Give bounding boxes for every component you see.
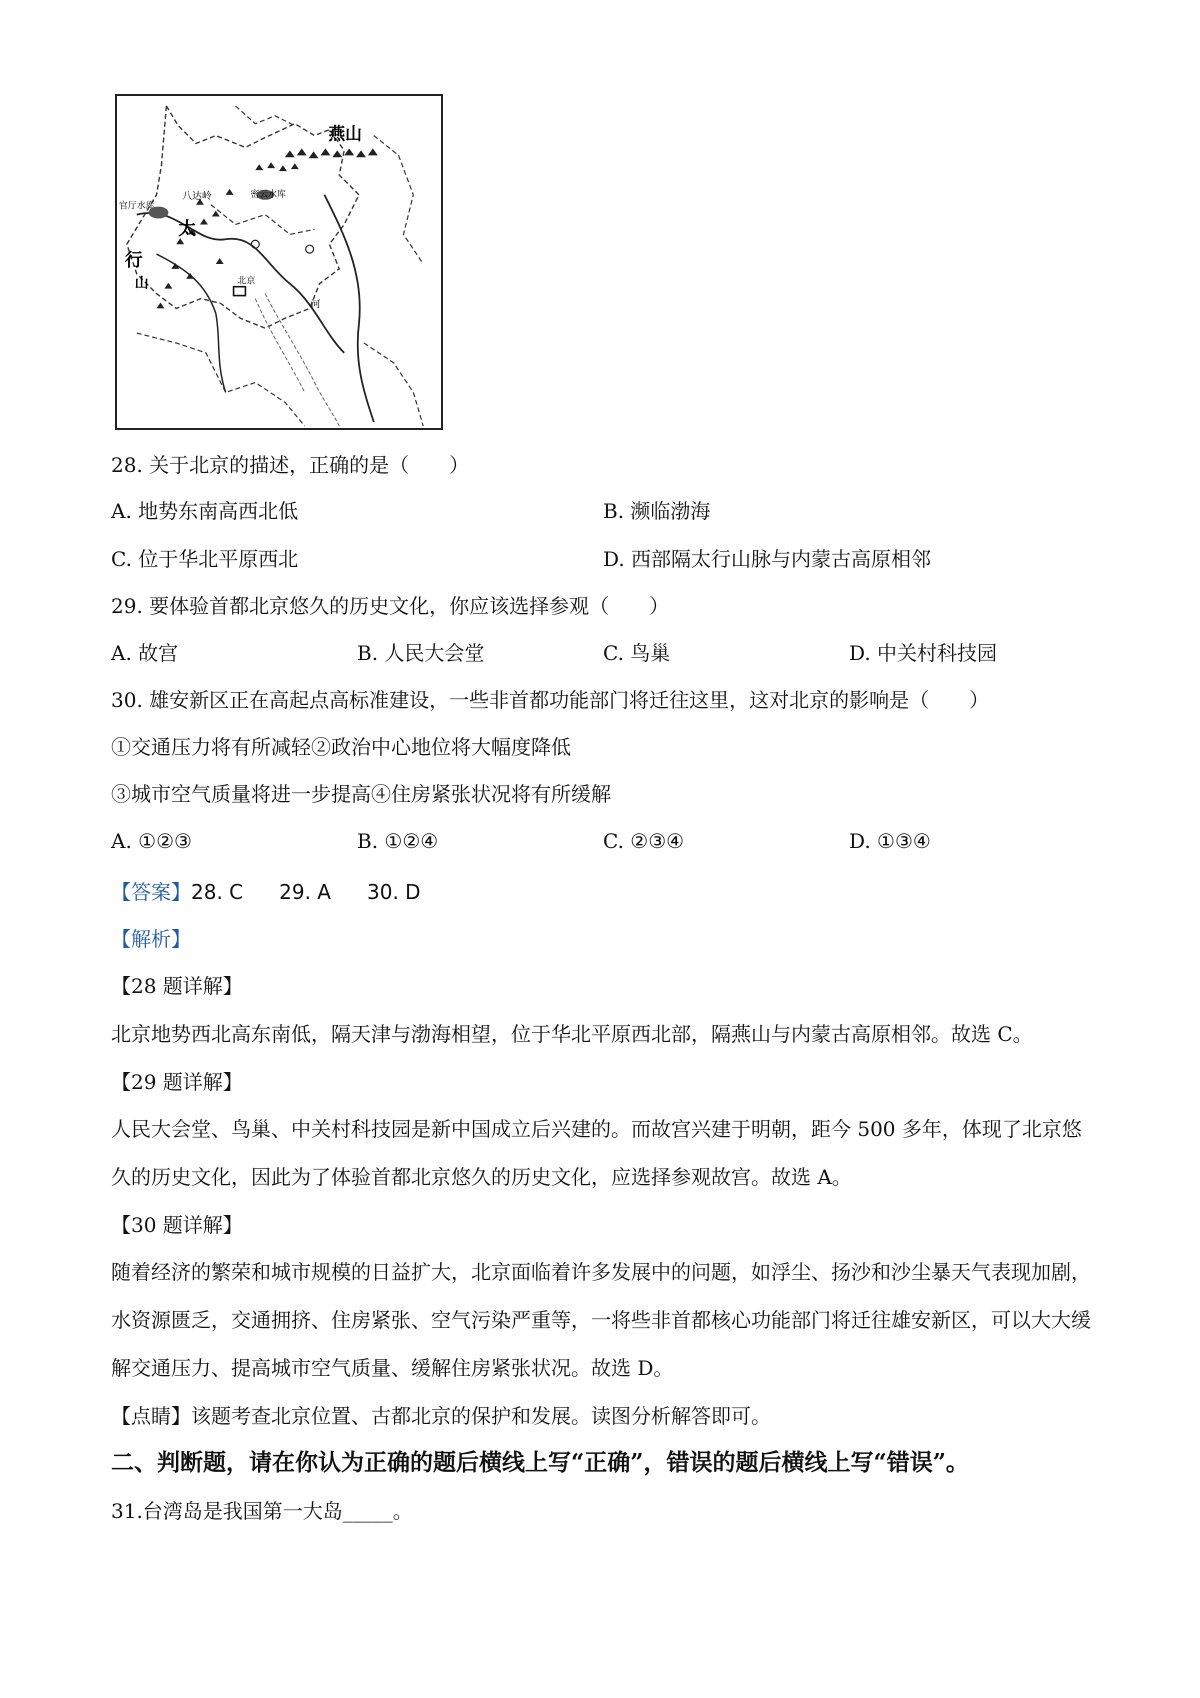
detail-28-text: 北京地势西北高东南低，隔天津与渤海相望，位于华北平原西北部，隔燕山与内蒙古高原相邻。故选 C。 [111, 1022, 1033, 1046]
comment-line: 【点睛】该题考查北京位置、古都北京的保护和发展。读图分析解答即可。 [111, 1404, 771, 1428]
q30-option-b[interactable]: B. ①②④ [357, 829, 439, 853]
answer-label: 【答案】 [111, 880, 191, 904]
detail-30-text: 随着经济的繁荣和城市规模的日益扩大，北京面临着许多发展中的问题，如浮尘、扬沙和沙尘暴天气表现加剧，水资源匮乏，交通拥挤、住房紧张、空气污染严重等，一将些非首都核心功能部门将迁往雄安新区，可以大大缓解交通压力、提高城市空气质量、缓解住房紧张状况。故选 D。 [111, 1260, 1091, 1380]
detail-28-title: 【28 题详解】 [111, 974, 243, 998]
detail-29-text: 人民大会堂、鸟巢、中关村科技园是新中国成立后兴建的。而故宫兴建于明朝，距今 500 多年，体现了北京悠久的历史文化，因此为了体验首都北京悠久的历史文化，应选择参观故宫。故选 A。 [111, 1117, 1082, 1189]
detail-30-title: 【30 题详解】 [111, 1213, 243, 1237]
answer-line [111, 877, 421, 907]
q30-statements-1: ①交通压力将有所减轻②政治中心地位将大幅度降低 [111, 735, 571, 759]
analysis-label: 【解析】 [111, 927, 191, 951]
q29-stem: 29. 要体验首都北京悠久的历史文化，你应该选择参观（ ） [111, 594, 670, 618]
label-shan: 山 [134, 275, 149, 292]
q31-text: 31.台湾岛是我国第一大岛_____。 [111, 1499, 413, 1523]
answer-28: 28. C [191, 880, 244, 904]
label-badaling: 八达岭 [182, 190, 212, 202]
map-drawing [117, 96, 441, 428]
answer-30: 30. D [367, 880, 421, 904]
label-miyun: 密云水库 [250, 189, 286, 200]
q29-option-d[interactable]: D. 中关村科技园 [849, 641, 998, 665]
q30-option-d[interactable]: D. ①③④ [849, 829, 931, 853]
q28-stem: 28. 关于北京的描述，正确的是（ ） [111, 453, 470, 477]
q30-statements-2: ③城市空气质量将进一步提高④住房紧张状况将有所缓解 [111, 782, 611, 806]
answer-29: 29. A [279, 880, 331, 904]
label-yanshan: 燕山 [328, 123, 362, 144]
q29-option-c[interactable]: C. 鸟巢 [603, 641, 671, 665]
label-he: 河 [310, 299, 321, 311]
q30-option-c[interactable]: C. ②③④ [603, 829, 685, 853]
q28-option-c[interactable]: C. 位于华北平原西北 [111, 547, 299, 571]
label-guanting: 官厅水库 [118, 201, 155, 212]
beijing-map [115, 94, 443, 430]
section2-heading: 二、判断题，请在你认为正确的题后横线上写“正确”，错误的题后横线上写“错误”。 [111, 1449, 969, 1476]
label-tai: 太 [178, 218, 197, 240]
q28-option-d[interactable]: D. 西部隔太行山脉与内蒙古高原相邻 [603, 547, 932, 571]
q28-option-b[interactable]: B. 濒临渤海 [603, 499, 711, 523]
label-hang: 行 [124, 249, 143, 271]
detail-29-title: 【29 题详解】 [111, 1070, 243, 1094]
q30-option-a[interactable]: A. ①②③ [111, 829, 192, 853]
q29-option-a[interactable]: A. 故宫 [111, 641, 179, 665]
q28-option-a[interactable]: A. 地势东南高西北低 [111, 499, 299, 523]
q29-option-b[interactable]: B. 人民大会堂 [357, 641, 485, 665]
label-beijing: 北京 [237, 276, 256, 287]
q30-stem: 30. 雄安新区正在高起点高标准建设，一些非首都功能部门将迁往这里，这对北京的影响是（ ） [111, 688, 990, 712]
